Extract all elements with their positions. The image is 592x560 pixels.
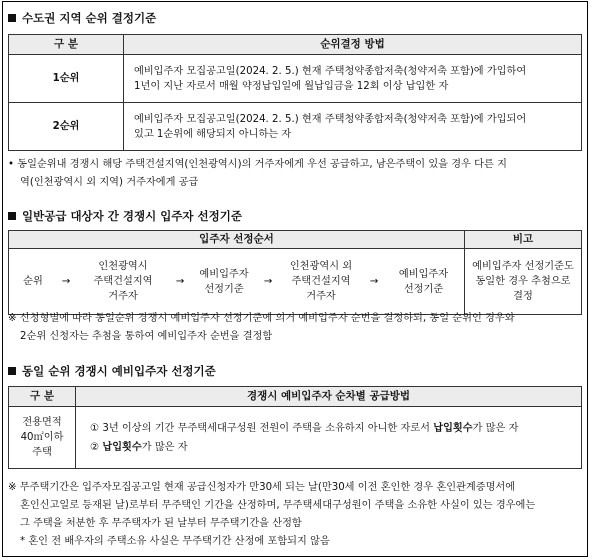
square-bullet-icon [8,212,16,220]
rank-criteria-table [8,34,582,151]
bullet-icon: • [8,159,15,170]
note-line: 그 주택을 처분한 후 무주택자가 된 날부터 무주택기간을 산정함 [20,518,302,529]
header-category: 구 분 [9,387,76,407]
tiebreak-table [8,386,582,469]
rank-label: 1순위 [9,55,124,103]
note-line: 혼인신고일로 등재된 날)로부터 무주택인 기간을 산정하며, 무주택세대구성원이 주택을 소유한 사실이 있는 경우에는 [20,500,536,511]
note-line: 2순위 신청자는 추첨을 통하여 예비입주자 순번을 결정함 [20,331,273,342]
table-row [9,55,582,103]
flow-step: 예비입주자 선정기준 [398,268,449,295]
square-bullet-icon [8,367,16,375]
description-line: 예비입주자 모집공고일(2024. 2. 5.) 현재 주택청약종합저축(청약저축 포함)에 가입되어 [134,113,527,125]
section1-title: 수도권 지역 순위 결정기준 [8,10,156,26]
note-line: * 혼인 전 배우자의 주택소유 사실은 무주택기간 산정에 포함되지 않음 [20,536,330,547]
table-row [9,103,582,151]
note-line: 역(인천광역시 외 지역) 거주자에게 공급 [20,177,199,188]
reference-mark-icon: ※ [8,482,17,493]
description-line: 예비입주자 모집공고일(2024. 2. 5.) 현재 주택청약종합저축(청약저축 포함)에 가입하여 [134,65,527,77]
supply-method-cell [76,407,582,469]
arrow-right-icon: → [369,276,379,287]
note-line: 동일순위내 경쟁시 해당 주택건설지역(인천광역시)의 거주자에게 우선 공급하고, 남은주택이 있을 경우 다른 지 [17,159,507,170]
header-selection-order: 입주자 선정순서 [9,231,465,249]
flow-step: 예비입주자 선정기준 [199,268,249,295]
square-bullet-icon [8,14,16,22]
section3-note [8,479,535,551]
method-item: ② 납입횟수가 많은 자 [90,441,188,453]
section2-title: 일반공급 대상자 간 경쟁시 입주자 선정기준 [8,208,242,224]
arrow-right-icon: → [61,276,71,287]
remark-cell: 예비입주자 선정기준도 동일한 경우 추첨으로 결정 [465,249,582,315]
rank-description [124,103,582,151]
section3-title: 동일 순위 경쟁시 예비입주자 선정기준 [8,363,216,379]
flow-step: 순위 [23,276,43,287]
rank-description [124,55,582,103]
category-cell: 전용면적 40㎡이하 주택 [9,407,76,469]
description-line: 있고 1순위에 해당되지 아니하는 자 [134,128,292,140]
header-method: 순위결정 방법 [124,35,582,55]
note-line: 신청형별에 따라 동일순위 경쟁시 예비입주자 선정기준에 의거 예비입주자 순번을 결정하되, 동일 순위인 경우와 [19,313,515,324]
header-supply-method: 경쟁시 예비입주자 순차별 공급방법 [76,387,582,407]
section1-note [8,156,507,192]
section2-note [8,310,515,346]
flow-step: 인천광역시 외 주택건설지역 거주자 [289,261,353,302]
selection-order-table [8,230,582,315]
description-line: 1년이 지난 자로서 매월 약정납입일에 월납입금을 12회 이상 납입한 자 [134,80,449,92]
header-remark: 비고 [465,231,582,249]
note-line: 무주택기간은 입주자모집공고일 현재 공급신청자가 만30세 되는 날(만30세 이전 혼인한 경우 혼인관계증명서에 [19,482,516,493]
header-category: 구 분 [9,35,124,55]
method-item: ① 3년 이상의 기간 무주택세대구성원 전원이 주택을 소유하지 아니한 자로서 납입횟수가 많은 자 [90,422,519,434]
rank-label: 2순위 [9,103,124,151]
arrow-right-icon: → [175,276,185,287]
flow-cell [9,249,465,315]
reference-mark-icon: ※ [8,313,17,324]
flow-step: 인천광역시 주택건설지역 거주자 [93,261,153,302]
arrow-right-icon: → [263,276,273,287]
